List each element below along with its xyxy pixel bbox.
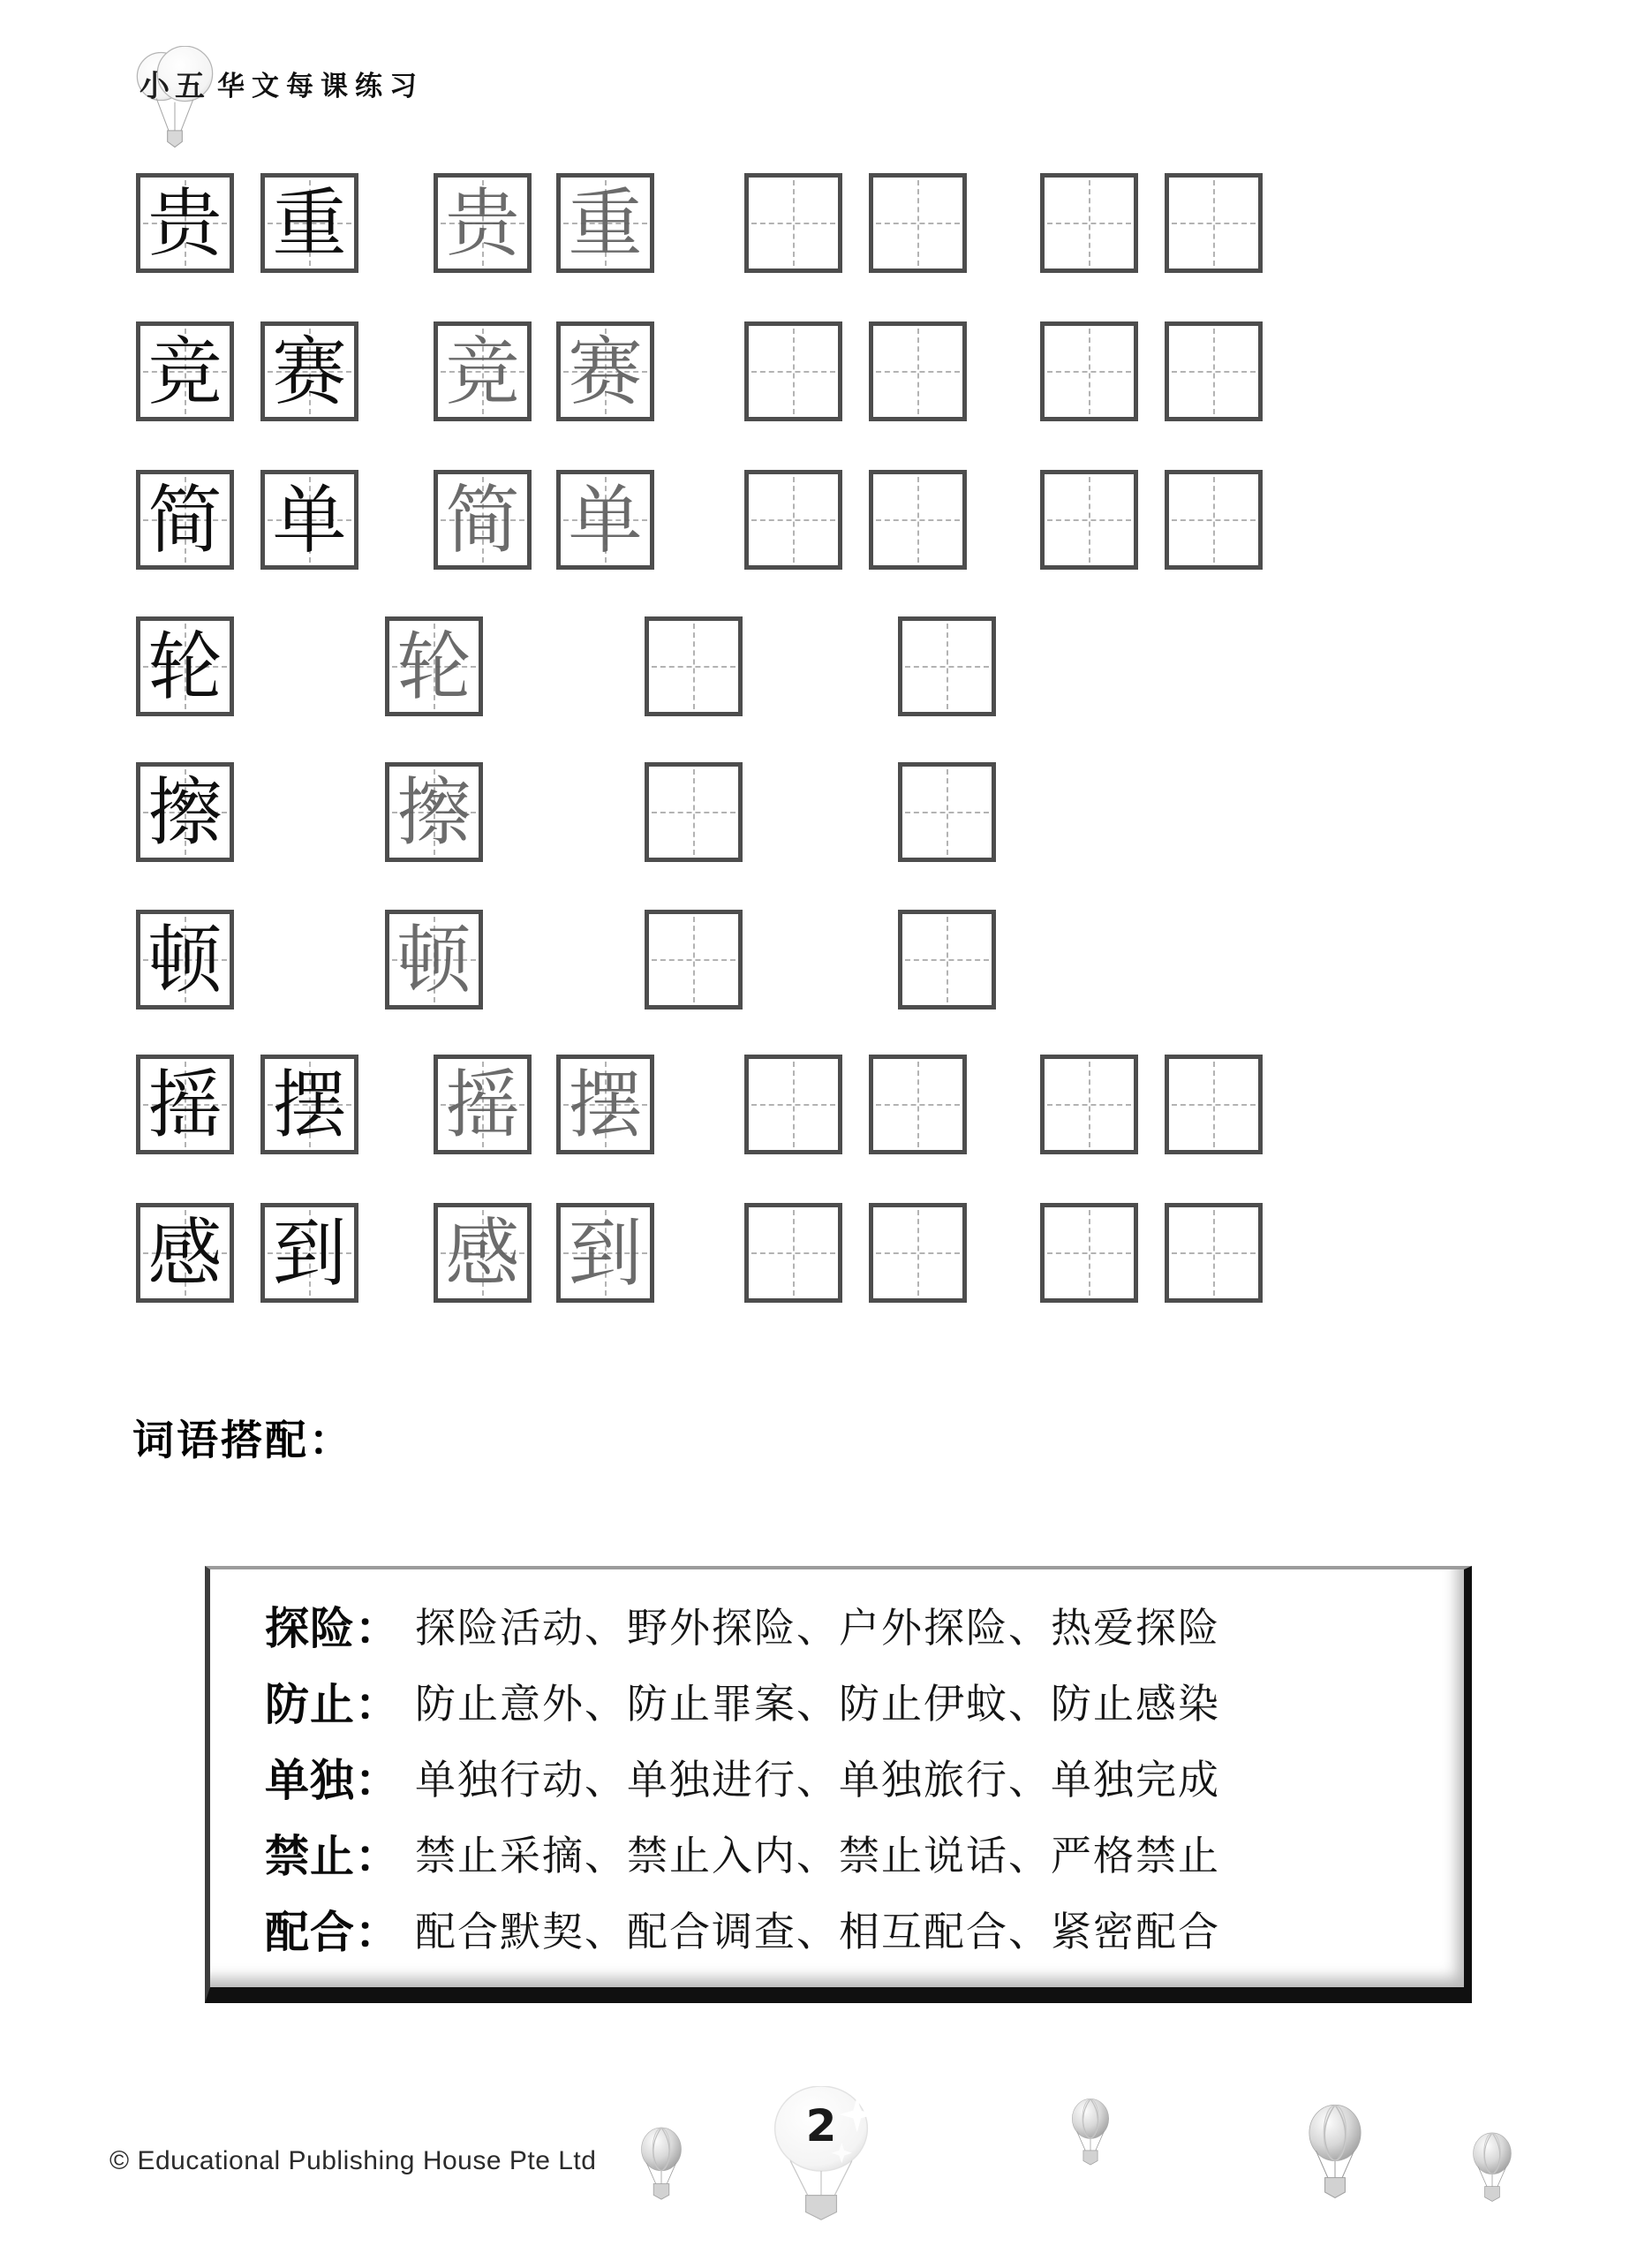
practice-char-traced: 擦: [396, 768, 471, 856]
practice-box-traced: [556, 1055, 654, 1154]
practice-box-empty[interactable]: [1040, 1055, 1138, 1154]
collocation-label: 探险：: [265, 1604, 400, 1653]
practice-box-traced: [556, 470, 654, 570]
practice-box-solid: [136, 1055, 234, 1154]
collocation-label: 单独：: [265, 1756, 400, 1805]
practice-box-solid: [136, 1203, 234, 1303]
practice-box-empty[interactable]: [869, 1203, 967, 1303]
collocation-rows: [210, 1569, 1464, 1967]
practice-char-solid: 单: [272, 476, 347, 563]
practice-box-empty[interactable]: [1040, 1203, 1138, 1303]
collocation-label: 禁止：: [265, 1832, 400, 1881]
practice-char-solid: 到: [272, 1209, 347, 1297]
practice-char-solid: 重: [272, 179, 347, 267]
collocation-row: [265, 1587, 1443, 1663]
collocation-row: [265, 1739, 1443, 1815]
practice-box-solid: [260, 321, 358, 421]
hot-air-balloon-icon: [634, 2127, 689, 2209]
practice-box-traced: [434, 1203, 532, 1303]
practice-box-empty[interactable]: [1165, 321, 1263, 421]
practice-box-empty[interactable]: [744, 1203, 842, 1303]
practice-box-solid: [260, 173, 358, 273]
practice-char-traced: 感: [445, 1209, 520, 1297]
practice-box-empty[interactable]: [869, 1055, 967, 1154]
practice-box-empty[interactable]: [869, 173, 967, 273]
practice-box-empty[interactable]: [645, 762, 743, 862]
practice-box-traced: [385, 910, 483, 1010]
practice-char-solid: 轮: [147, 623, 223, 710]
practice-box-empty[interactable]: [744, 173, 842, 273]
practice-char-traced: 到: [568, 1209, 643, 1297]
practice-box-empty[interactable]: [1040, 173, 1138, 273]
practice-char-traced: 轮: [396, 623, 471, 710]
hot-air-balloon-icon: [1467, 2132, 1517, 2211]
series-badge: 小五: [140, 69, 210, 104]
section-heading: 词语搭配：: [132, 1417, 353, 1465]
collocation-row: [265, 1663, 1443, 1739]
practice-char-solid: 赛: [272, 328, 347, 415]
page-header-title: 华文每课练习: [217, 71, 424, 102]
practice-box-solid: [136, 173, 234, 273]
practice-box-solid: [136, 762, 234, 862]
practice-box-empty[interactable]: [1040, 470, 1138, 570]
practice-box-empty[interactable]: [1165, 1203, 1263, 1303]
practice-box-empty[interactable]: [645, 616, 743, 716]
practice-box-empty[interactable]: [744, 321, 842, 421]
collocation-items: 配合默契、配合调查、相互配合、紧密配合: [415, 1908, 1220, 1955]
copyright-text: © Educational Publishing House Pte Ltd: [109, 2146, 597, 2175]
practice-box-traced: [434, 470, 532, 570]
practice-box-solid: [260, 1055, 358, 1154]
practice-char-traced: 摆: [568, 1061, 643, 1148]
practice-box-empty[interactable]: [1165, 1055, 1263, 1154]
page-number: 2: [805, 2100, 837, 2151]
practice-box-traced: [556, 173, 654, 273]
practice-char-traced: 赛: [568, 328, 643, 415]
practice-char-solid: 顿: [147, 916, 223, 1003]
collocation-items: 禁止采摘、禁止入内、禁止说话、严格禁止: [415, 1832, 1220, 1879]
practice-char-traced: 摇: [445, 1061, 520, 1148]
practice-box-solid: [136, 616, 234, 716]
practice-char-traced: 顿: [396, 916, 471, 1003]
hot-air-balloon-icon: [1067, 2098, 1114, 2174]
practice-box-traced: [556, 321, 654, 421]
collocation-label: 防止：: [265, 1680, 400, 1729]
practice-box-solid: [136, 470, 234, 570]
practice-char-solid: 贵: [147, 179, 223, 267]
practice-char-traced: 竞: [445, 328, 520, 415]
practice-box-traced: [434, 1055, 532, 1154]
practice-char-solid: 简: [147, 476, 223, 563]
collocation-items: 单独行动、单独进行、单独旅行、单独完成: [415, 1756, 1220, 1804]
collocation-label: 配合：: [265, 1908, 400, 1957]
practice-char-solid: 摆: [272, 1061, 347, 1148]
practice-char-solid: 摇: [147, 1061, 223, 1148]
collocation-items: 防止意外、防止罪案、防止伊蚊、防止感染: [415, 1680, 1220, 1728]
practice-box-traced: [434, 173, 532, 273]
collocation-panel: [205, 1566, 1472, 2003]
practice-box-traced: [385, 762, 483, 862]
practice-box-empty[interactable]: [898, 616, 996, 716]
practice-box-traced: [434, 321, 532, 421]
practice-box-empty[interactable]: [1165, 173, 1263, 273]
practice-char-traced: 贵: [445, 179, 520, 267]
practice-box-empty[interactable]: [1165, 470, 1263, 570]
practice-box-empty[interactable]: [744, 470, 842, 570]
practice-char-solid: 竞: [147, 328, 223, 415]
practice-char-traced: 简: [445, 476, 520, 563]
practice-char-traced: 重: [568, 179, 643, 267]
hot-air-balloon-icon: [1301, 2104, 1369, 2209]
practice-box-empty[interactable]: [898, 910, 996, 1010]
collocation-row: [265, 1815, 1443, 1891]
practice-box-traced: [556, 1203, 654, 1303]
page-number-balloon-icon: [757, 2086, 886, 2227]
collocation-row: [265, 1891, 1443, 1967]
collocation-items: 探险活动、野外探险、户外探险、热爱探险: [415, 1604, 1220, 1652]
practice-box-traced: [385, 616, 483, 716]
practice-box-solid: [136, 321, 234, 421]
practice-box-empty[interactable]: [1040, 321, 1138, 421]
practice-box-solid: [260, 470, 358, 570]
practice-char-solid: 擦: [147, 768, 223, 856]
practice-box-empty[interactable]: [898, 762, 996, 862]
practice-box-empty[interactable]: [869, 470, 967, 570]
practice-box-empty[interactable]: [744, 1055, 842, 1154]
practice-box-empty[interactable]: [645, 910, 743, 1010]
practice-char-solid: 感: [147, 1209, 223, 1297]
practice-box-solid: [136, 910, 234, 1010]
practice-box-solid: [260, 1203, 358, 1303]
practice-box-empty[interactable]: [869, 321, 967, 421]
practice-char-traced: 单: [568, 476, 643, 563]
